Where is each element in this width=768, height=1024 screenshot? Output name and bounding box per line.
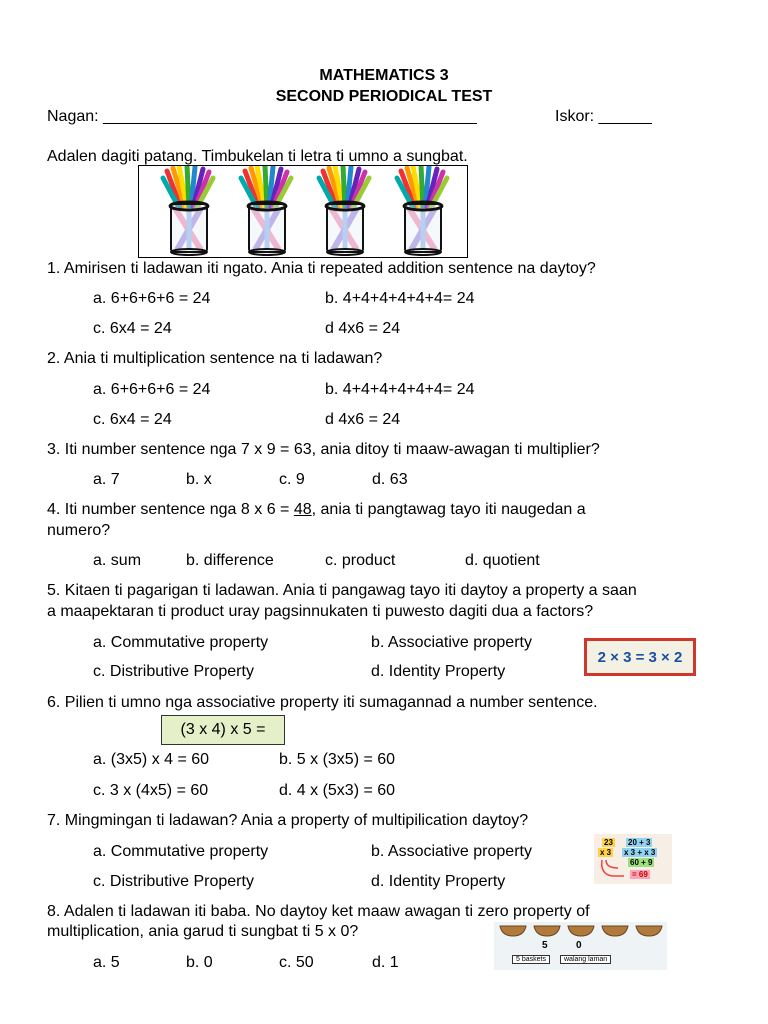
question-2: 2. Ania ti multiplication sentence na ti ladawan?	[47, 350, 383, 367]
question-8: 8. Adalen ti ladawan iti baba. No daytoy ket maaw awagan ti zero property of	[47, 903, 590, 920]
q2-option-a[interactable]: a. 6+6+6+6 = 24	[93, 381, 211, 398]
q6-option-b[interactable]: b. 5 x (3x5) = 60	[279, 751, 396, 768]
distributive-r3: 60 + 9	[630, 858, 653, 867]
empty-baskets-image	[494, 922, 667, 970]
q3-option-c[interactable]: c. 9	[279, 471, 305, 488]
q4-option-c[interactable]: c. product	[325, 552, 396, 569]
q2-option-c[interactable]: c. 6x4 = 24	[93, 411, 172, 428]
pencil-cups-illustration	[139, 166, 467, 257]
pencil-cups-image	[138, 165, 468, 258]
question-7: 7. Mingmingan ti ladawan? Ania a property of multipilication daytoy?	[47, 812, 529, 829]
basket-row	[494, 922, 667, 942]
distributive-example-image	[594, 834, 672, 884]
q5-option-b[interactable]: b. Associative property	[371, 634, 532, 651]
name-label: Nagan:	[47, 108, 104, 125]
question-1: 1. Amirisen ti ladawan iti ngato. Ania ti repeated addition sentence na daytoy?	[47, 260, 596, 277]
q7-option-b[interactable]: b. Associative property	[371, 843, 532, 860]
q1-option-a[interactable]: a. 6+6+6+6 = 24	[93, 290, 211, 307]
distributive-r2: x 3 + x 3	[624, 848, 656, 857]
question-5: 5. Kitaen ti pagarigan ti ladawan. Ania ti pangawag tayo iti daytoy a property a saan	[47, 582, 637, 599]
q7-option-a[interactable]: a. Commutative property	[93, 843, 269, 860]
question-4	[47, 500, 586, 519]
q6-expression-box: (3 x 4) x 5 =	[161, 715, 285, 745]
q6-option-a[interactable]: a. (3x5) x 4 = 60	[93, 751, 210, 768]
q4-text-pre: 4. Iti number sentence nga 8 x 6 =	[47, 501, 294, 518]
q8-option-a[interactable]: a. 5	[93, 954, 120, 971]
instructions: Adalen dagiti patang. Timbukelan ti letra ti umno a sungbat.	[47, 148, 468, 165]
q5-option-d[interactable]: d. Identity Property	[371, 663, 506, 680]
baskets-five: 5	[542, 940, 548, 951]
question-8-line2: multiplication, ania garud ti sungbat ti 5 x 0?	[47, 923, 359, 940]
q2-option-b[interactable]: b. 4+4+4+4+4+4= 24	[325, 381, 475, 398]
distributive-n2: x 3	[600, 848, 612, 857]
distributive-arrows	[598, 858, 626, 882]
q3-option-d[interactable]: d. 63	[372, 471, 408, 488]
q5-option-a[interactable]: a. Commutative property	[93, 634, 269, 651]
q4-option-d[interactable]: d. quotient	[465, 552, 540, 569]
q1-option-c[interactable]: c. 6x4 = 24	[93, 320, 172, 337]
q2-option-d[interactable]: d 4x6 = 24	[325, 411, 401, 428]
q6-option-d[interactable]: d. 4 x (5x3) = 60	[279, 782, 396, 799]
question-6: 6. Pilien ti umno nga associative property iti sumagannad a number sentence.	[47, 694, 598, 711]
baskets-label-2: walang laman	[560, 955, 611, 964]
distributive-r1: 20 + 3	[628, 838, 651, 847]
name-field[interactable]	[47, 107, 477, 126]
q8-option-d[interactable]: d. 1	[372, 954, 399, 971]
q8-option-b[interactable]: b. 0	[186, 954, 213, 971]
commutative-example-image	[584, 638, 696, 676]
q4-option-a[interactable]: a. sum	[93, 552, 142, 569]
name-line: __________________________________________	[103, 108, 477, 125]
question-3: 3. Iti number sentence nga 7 x 9 = 63, ania ditoy ti maaw-awagan ti multiplier?	[47, 441, 600, 458]
q3-option-b[interactable]: b. x	[186, 471, 212, 488]
distributive-total: = 69	[632, 870, 648, 879]
commutative-example-text: 2 × 3 = 3 × 2	[597, 648, 683, 666]
test-title: MATHEMATICS 3	[319, 67, 449, 84]
test-subtitle: SECOND PERIODICAL TEST	[275, 88, 493, 105]
q4-text-post: , ania ti pangtawag tayo iti naugedan a	[311, 501, 586, 518]
q7-option-d[interactable]: d. Identity Property	[371, 873, 506, 890]
distributive-n1: 23	[604, 838, 613, 847]
score-field[interactable]	[555, 107, 652, 126]
score-label: Iskor:	[555, 108, 599, 125]
baskets-label-1: 5 baskets	[512, 955, 550, 964]
q3-option-a[interactable]: a. 7	[93, 471, 120, 488]
question-4-line2: numero?	[47, 522, 111, 539]
score-line: ______	[598, 108, 652, 125]
q5-option-c[interactable]: c. Distributive Property	[93, 663, 254, 680]
q4-underlined-number: 48	[293, 501, 312, 518]
question-5-line2: a maapektaran ti product uray pagsinnukaten ti puwesto dagiti dua a factors?	[47, 603, 594, 620]
q1-option-d[interactable]: d 4x6 = 24	[325, 320, 401, 337]
q7-option-c[interactable]: c. Distributive Property	[93, 873, 254, 890]
q4-option-b[interactable]: b. difference	[186, 552, 274, 569]
baskets-zero: 0	[576, 940, 582, 951]
q6-option-c[interactable]: c. 3 x (4x5) = 60	[93, 782, 209, 799]
q8-option-c[interactable]: c. 50	[279, 954, 314, 971]
q1-option-b[interactable]: b. 4+4+4+4+4+4= 24	[325, 290, 475, 307]
